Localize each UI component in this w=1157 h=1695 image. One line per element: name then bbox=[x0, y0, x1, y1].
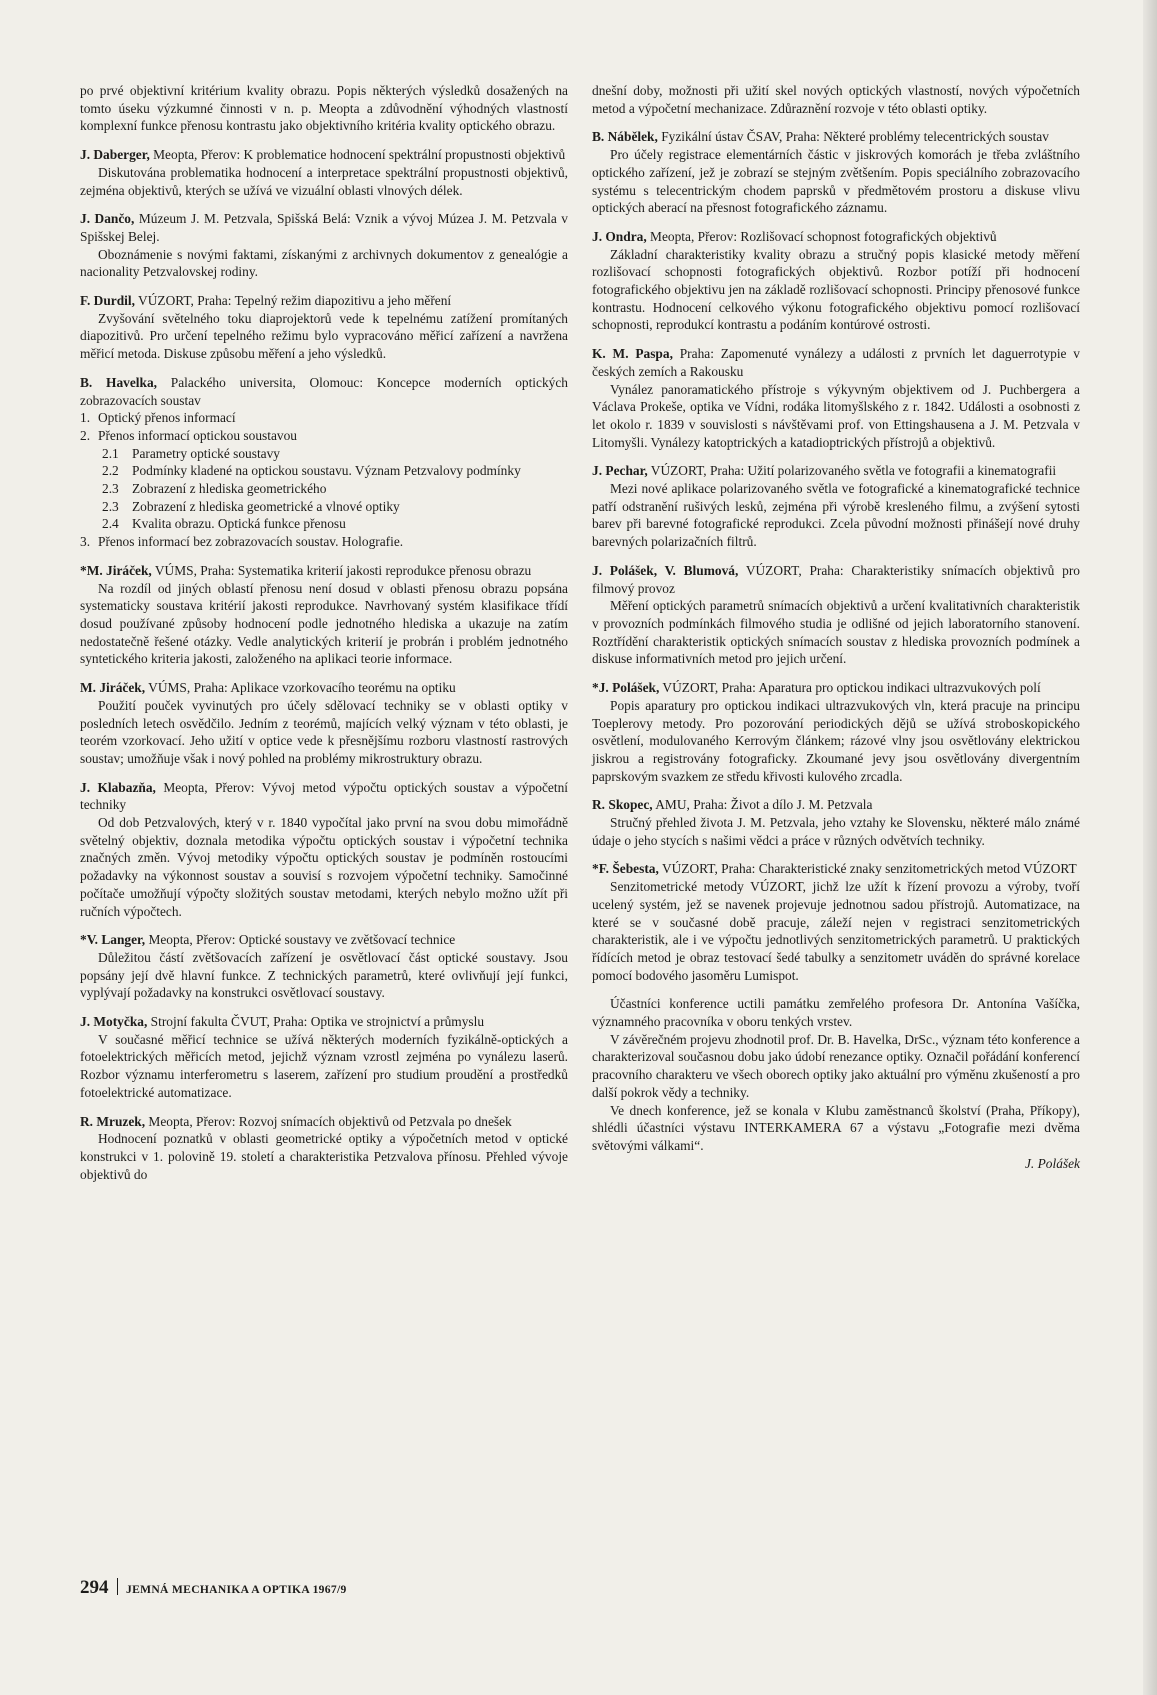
left-column bbox=[80, 82, 568, 1194]
intro-paragraph: po prvé objektivní kritérium kvality obrazu. Popis některých výsledků dosažených na tomto úseku výzkumné činnosti v n. p. Meopta a zdůvodnění výhodných vlastností komplexní funkce přenosu kontrastu jako objektivního kritéria kvality optického obrazu. bbox=[80, 83, 568, 134]
outline-number: 2.3 bbox=[102, 481, 119, 497]
abstract-text: Na rozdíl od jiných oblastí přenosu není dosud v oblasti přenosu obrazu popsána systematicky soustava kritérií jakosti reprodukce. Navrhovaný systém klasifikace třídí dosud používané způsoby hodnocení podle jednotného hlediska a ukazuje na zatím nedostatečně řešené otázky. Vedle analytických kriterií je probrán i problém jednotného syntetického kriteria jakosti, založeného na aplikaci teorie informace. bbox=[80, 580, 568, 667]
abstract-text: Základní charakteristiky kvality obrazu a stručný popis klasické metody měření rozlišovací schopnosti fotografických objektivů. Rozbor potíží při hodnocení fotografického objektivu jen na základě rozlišovací schopnosti. Principy přenosové funkce kontrastu. Hodnocení celkového výkonu fotografického objektivu pomocí rozlišovací schopnosti, reprodukcí kontrastu a podáním kontúrové ostrosti. bbox=[592, 246, 1080, 333]
abstract-entry bbox=[592, 562, 1080, 668]
outline-number: 2.1 bbox=[102, 445, 119, 461]
closing-paragraph: Účastníci konference uctili památku zemřelého profesora Dr. Antonína Vašíčka, významného pracovníka v oboru tenkých vrstev. bbox=[592, 996, 1080, 1030]
scan-edge bbox=[1143, 0, 1157, 1695]
entry-heading bbox=[592, 345, 1080, 380]
abstract-text: Použití pouček vyvinutých pro účely sdělovací techniky se v oblasti optiky v posledních letech osvědčilo. Jedním z teorémů, majících velký význam v této oblasti, je teorém vzorkovací. Jeho užití v optice vede k přesnějšímu rozboru vlastností rastrových soustav; umožňuje však i nový pohled na problémy mikrostruktury obrazu. bbox=[80, 697, 568, 766]
report-signature: J. Polášek bbox=[1024, 1155, 1080, 1171]
entry-heading bbox=[592, 128, 1080, 146]
abstract-entry bbox=[592, 860, 1080, 984]
outline-item bbox=[80, 427, 568, 445]
outline-item bbox=[80, 533, 568, 551]
journal-title: JEMNÁ MECHANIKA A OPTIKA 1967/9 bbox=[126, 1583, 347, 1596]
author-name: B. Havelka, bbox=[80, 374, 158, 390]
author-name: F. Durdil, bbox=[80, 293, 135, 309]
outline-number: 3. bbox=[80, 534, 91, 550]
entry-title: Fyzikální ústav ČSAV, Praha: Některé problémy telecentrických soustav bbox=[657, 129, 1049, 145]
author-name: *J. Polášek, bbox=[592, 680, 660, 696]
abstract-text: Popis aparatury pro optickou indikaci ultrazvukových vln, která pracuje na principu Toeplerovy metody. Pro pozorování periodických dějů se užívá stroboskopického osvětlení, modulovaného Kerrovým článkem; rázové vlny jsou osvětlovány elektrickou jiskrou a registrovány fotograficky. Zkoumané jevy jsou osvětlovány divergentním paprskovým svazkem ze středu křivosti kulového zrcadla. bbox=[592, 697, 1080, 784]
entry-heading bbox=[80, 210, 568, 245]
abstract-entry bbox=[80, 292, 568, 363]
author-name: K. M. Paspa, bbox=[592, 346, 673, 362]
outline-number: 2.3 bbox=[102, 498, 119, 514]
outline-list bbox=[80, 409, 568, 551]
abstract-entry bbox=[80, 779, 568, 921]
outline-subitem bbox=[80, 445, 568, 463]
outline-text: Podmínky kladené na optickou soustavu. Význam Petzvalovy podmínky bbox=[132, 463, 521, 479]
abstract-entry bbox=[592, 679, 1080, 785]
outline-subitem bbox=[80, 480, 568, 498]
two-column-layout bbox=[80, 82, 1080, 1194]
author-name: J. Dančo, bbox=[80, 211, 135, 227]
right-intro bbox=[592, 82, 1080, 117]
entry-title: Meopta, Přerov: K problematice hodnocení spektrální propustnosti objektivů bbox=[149, 147, 566, 163]
entry-heading bbox=[80, 292, 568, 310]
entry-title: VÚZORT, Praha: Charakteristiky snímacích objektivů pro filmový provoz bbox=[592, 562, 1080, 596]
abstract-text: Senzitometrické metody VÚZORT, jichž lze užít k řízení provozu a výroby, tvoří ucelený systém, jež se navenek projevuje jednotnou sadou přístrojů. Automatizace, na které se v současné době pracuje, záleží nejen v registraci senzitometrických charakteristik, ale i ve výpočtu jednotlivých senzitometrických parametrů. U praktických řídících metod je obraz testovací šedé tabulky a senzitometr uváděn do správné korelace pomocí bodového jasoměru Lumispot. bbox=[592, 879, 1080, 983]
abstract-text: Zvyšování světelného toku diaprojektorů vede k tepelnému zatížení promítaných diapozitivů. Pro určení tepelného režimu bylo vypracováno měřicí zařízení a navržena měřicí metoda. Diskuse způsobu měření a jeho výsledků. bbox=[80, 310, 568, 362]
entry-heading bbox=[592, 796, 1080, 814]
abstract-entry bbox=[80, 210, 568, 281]
abstract-text: Vynález panoramatického přístroje s výkyvným objektivem od J. Puchbergera a Václava Prokeše, optika ve Vídni, rodáka litomyšlského z r. 1842. Události a osobnosti z let okolo r. 1839 v souvislosti s návštěvami prof. von Ettingshausena a J. M. Petzvala v Litomyšli. Vynálezy katoptrických a katadioptrických přístrojů a objektivů. bbox=[592, 381, 1080, 450]
abstract-text: Měření optických parametrů snímacích objektivů a určení kvalitativních charakteristik v provozních podmínkách filmového studia je odlišné od jejich laboratorního stanovení. Roztřídění charakteristik optických snímacích soustav z hlediska provozních podmínek a diskuse informativních metod pro jejich určení. bbox=[592, 598, 1080, 667]
entry-heading bbox=[80, 1013, 568, 1031]
outline-number: 2.2 bbox=[102, 463, 119, 479]
outline-text: Optický přenos informací bbox=[98, 410, 236, 426]
entry-heading bbox=[80, 779, 568, 814]
entry-title: Strojní fakulta ČVUT, Praha: Optika ve strojnictví a průmyslu bbox=[147, 1014, 485, 1030]
entry-title: Palackého universita, Olomouc: Koncepce moderních optických zobrazovacích soustav bbox=[80, 374, 568, 408]
abstract-text: Oboznámenie s novými faktami, získanými z archivnych dokumentov z genealógie a nacionality Petzvalovskej rodiny. bbox=[80, 246, 568, 280]
author-name: J. Daberger, bbox=[80, 147, 150, 163]
intro-paragraph: dnešní doby, možnosti při užití skel nových optických vlastností, nových výpočetních metod a výpočetní mechanizace. Zdůraznění rozvoje v této oblasti optiky. bbox=[592, 83, 1080, 116]
abstract-text: Hodnocení poznatků v oblasti geometrické optiky a výpočetních metod v optické konstrukci v 1. polovině 19. století a charakteristika Petzvalova přínosu. Přehled vývoje objektivů do bbox=[80, 1131, 568, 1182]
entry-title: VÚMS, Praha: Aplikace vzorkovacího teorému na optiku bbox=[145, 680, 456, 696]
author-name: B. Nábělek, bbox=[592, 129, 658, 145]
entry-title: VÚZORT, Praha: Aparatura pro optickou indikaci ultrazvukových polí bbox=[659, 680, 1041, 696]
entry-heading bbox=[80, 562, 568, 580]
entry-title: VÚZORT, Praha: Tepelný režim diapozitivu a jeho měření bbox=[134, 293, 452, 309]
abstract-entry bbox=[592, 345, 1080, 451]
abstract-entry bbox=[80, 562, 568, 668]
author-name: J. Pechar, bbox=[592, 463, 648, 479]
outline-number: 2. bbox=[80, 427, 91, 443]
entry-title: Meopta, Přerov: Rozlišovací schopnost fotografických objektivů bbox=[646, 228, 997, 244]
entry-title: Praha: Zapomenuté vynálezy a události z prvních let daguerrotypie v českých zemích a Rakousku bbox=[592, 346, 1080, 379]
entry-title: Meopta, Přerov: Optické soustavy ve zvětšovací technice bbox=[145, 932, 456, 948]
abstract-text: Stručný přehled života J. M. Petzvala, jeho vztahy ke Slovensku, některé málo známé údaje o jeho stycích s našimi vědci a práce v různých odvětvích techniky. bbox=[592, 815, 1080, 848]
outline-text: Přenos informací optickou soustavou bbox=[98, 427, 297, 443]
entry-heading bbox=[592, 462, 1080, 480]
footer-divider bbox=[117, 1578, 119, 1595]
right-column bbox=[592, 82, 1080, 1194]
entry-title: VÚMS, Praha: Systematika kriterií jakosti reprodukce přenosu obrazu bbox=[151, 562, 532, 578]
entry-heading bbox=[592, 860, 1080, 878]
entry-title: Meopta, Přerov: Vývoj metod výpočtu optických soustav a výpočetní techniky bbox=[80, 779, 568, 813]
entry-heading bbox=[592, 562, 1080, 597]
abstract-entry bbox=[80, 374, 568, 551]
abstract-text: Důležitou částí zvětšovacích zařízení je osvětlovací část optické soustavy. Jsou popsány její dvě hlavní funkce. Z technických parametrů, které ovlivňují její funkci, vyplývají požadavky na konstrukci osvětlovací soustavy. bbox=[80, 949, 568, 1001]
abstract-text: V současné měřicí technice se užívá některých moderních fyzikálně-optických a fotoelektrických měřicích metod, jejichž význam vzrostl zejména po vynálezu laserů. Rozbor významu interferometru s laserem, zařízení pro studium proudění a prostředků fotoelektrické automatizace. bbox=[80, 1031, 568, 1100]
author-name: M. Jiráček, bbox=[80, 680, 146, 696]
abstract-entry bbox=[592, 462, 1080, 551]
author-name: *F. Šebesta, bbox=[592, 861, 659, 877]
abstract-entry bbox=[592, 796, 1080, 849]
author-name: J. Motyčka, bbox=[80, 1014, 148, 1030]
left-intro bbox=[80, 82, 568, 135]
entry-heading bbox=[592, 228, 1080, 246]
outline-text: Přenos informací bez zobrazovacích soustav. Holografie. bbox=[98, 534, 404, 550]
author-name: *V. Langer, bbox=[80, 932, 146, 948]
entry-title: Múzeum J. M. Petzvala, Spišská Belá: Vznik a vývoj Múzea J. M. Petzvala v Spišskej Belej. bbox=[80, 211, 568, 244]
outline-subitem bbox=[80, 498, 568, 516]
entry-heading bbox=[592, 679, 1080, 697]
entry-heading bbox=[80, 1113, 568, 1131]
outline-number: 1. bbox=[80, 410, 91, 426]
author-name: *M. Jiráček, bbox=[80, 562, 152, 578]
entry-heading bbox=[80, 146, 568, 164]
abstract-entry bbox=[592, 228, 1080, 334]
outline-text: Zobrazení z hlediska geometrické a vlnové optiky bbox=[132, 498, 400, 514]
entry-title: AMU, Praha: Život a dílo J. M. Petzvala bbox=[652, 797, 873, 813]
outline-number: 2.4 bbox=[102, 516, 119, 532]
abstract-entry bbox=[80, 1113, 568, 1184]
author-name: R. Mruzek, bbox=[80, 1113, 146, 1129]
entry-heading bbox=[80, 374, 568, 409]
abstract-text: Pro účely registrace elementárních částic v jiskrových komorách je třeba zvláštního optického zařízení, jež je zobrazí se stejným zvětšením. Popis speciálního zobrazovacího systému s telecentrickým chodem paprsků v předmětovém prostoru a diskuse vlivu optických aberací na přesnost fotografického záznamu. bbox=[592, 147, 1080, 216]
outline-text: Zobrazení z hlediska geometrického bbox=[132, 481, 327, 497]
entry-title: VÚZORT, Praha: Charakteristické znaky senzitometrických metod VÚZORT bbox=[658, 861, 1077, 877]
author-name: J. Klabazňa, bbox=[80, 779, 156, 795]
outline-text: Parametry optické soustavy bbox=[132, 445, 281, 461]
outline-subitem bbox=[80, 515, 568, 533]
abstract-entry bbox=[80, 146, 568, 199]
entry-title: Meopta, Přerov: Rozvoj snímacích objektivů od Petzvala po dnešek bbox=[145, 1113, 512, 1129]
abstract-text: Mezi nové aplikace polarizovaného světla ve fotografické a kinematografické technice patří odstranění rušivých lesků, zejména při výrobě kresleného filmu, a zvýšení sytosti barev při barevné fotografické reprodukci. Zcela původní možnosti přinášejí nové druhy barevných polarizačních filtrů. bbox=[592, 481, 1080, 550]
article-page bbox=[80, 82, 1080, 1194]
page-number: 294 bbox=[80, 1577, 109, 1598]
outline-subitem bbox=[80, 462, 568, 480]
abstract-entry bbox=[592, 128, 1080, 217]
page-footer bbox=[80, 1576, 347, 1599]
abstract-entry bbox=[80, 679, 568, 768]
abstract-entry bbox=[80, 1013, 568, 1102]
outline-text: Kvalita obrazu. Optická funkce přenosu bbox=[132, 516, 346, 532]
author-name: J. Ondra, bbox=[592, 228, 647, 244]
entry-title: VÚZORT, Praha: Užití polarizovaného světla ve fotografii a kinematografii bbox=[647, 463, 1057, 479]
author-name: J. Polášek, V. Blumová, bbox=[592, 562, 739, 578]
abstract-entry bbox=[80, 931, 568, 1002]
entry-heading bbox=[80, 931, 568, 949]
entry-heading bbox=[80, 679, 568, 697]
closing-paragraph: V závěrečném projevu zhodnotil prof. Dr. B. Havelka, DrSc., význam této konference a charakterizoval současnou dobu jako údobí renezance optiky. Označil pořádání konferencí pracovního charakteru ve všech oborech optiky jako aktuální pro výměnu zkušeností a pro další pokrok vědy a techniky. bbox=[592, 1031, 1080, 1100]
author-name: R. Skopec, bbox=[592, 797, 653, 813]
conference-closing bbox=[592, 995, 1080, 1172]
abstract-text: Od dob Petzvalových, který v r. 1840 vypočítal jako první na svou dobu mimořádně světelný objektiv, doznala metodika výpočtu optických soustav i výpočetní technika značných změn. Vývoj metodiky výpočtu optických soustav je podmíněn rostoucími požadavky na výkonnost soustav a souvisí s rozvojem výpočetní techniky. Samočinné počítače umožňují výpočty složitých soustav metodami, kterých nebylo možno užít při ručních výpočtech. bbox=[80, 815, 568, 919]
closing-paragraph: Ve dnech konference, jež se konala v Klubu zaměstnanců školství (Praha, Příkopy), shlédli účastníci výstavu INTERKAMERA 67 a výstavu „Fotografie mezi dvěma světovými válkami“. bbox=[592, 1102, 1080, 1153]
outline-item bbox=[80, 409, 568, 427]
abstract-text: Diskutována problematika hodnocení a interpretace spektrální propustnosti objektivů, zejména objektivů, kterých se užívá ve vizuální oblasti vlnových délek. bbox=[80, 164, 568, 198]
